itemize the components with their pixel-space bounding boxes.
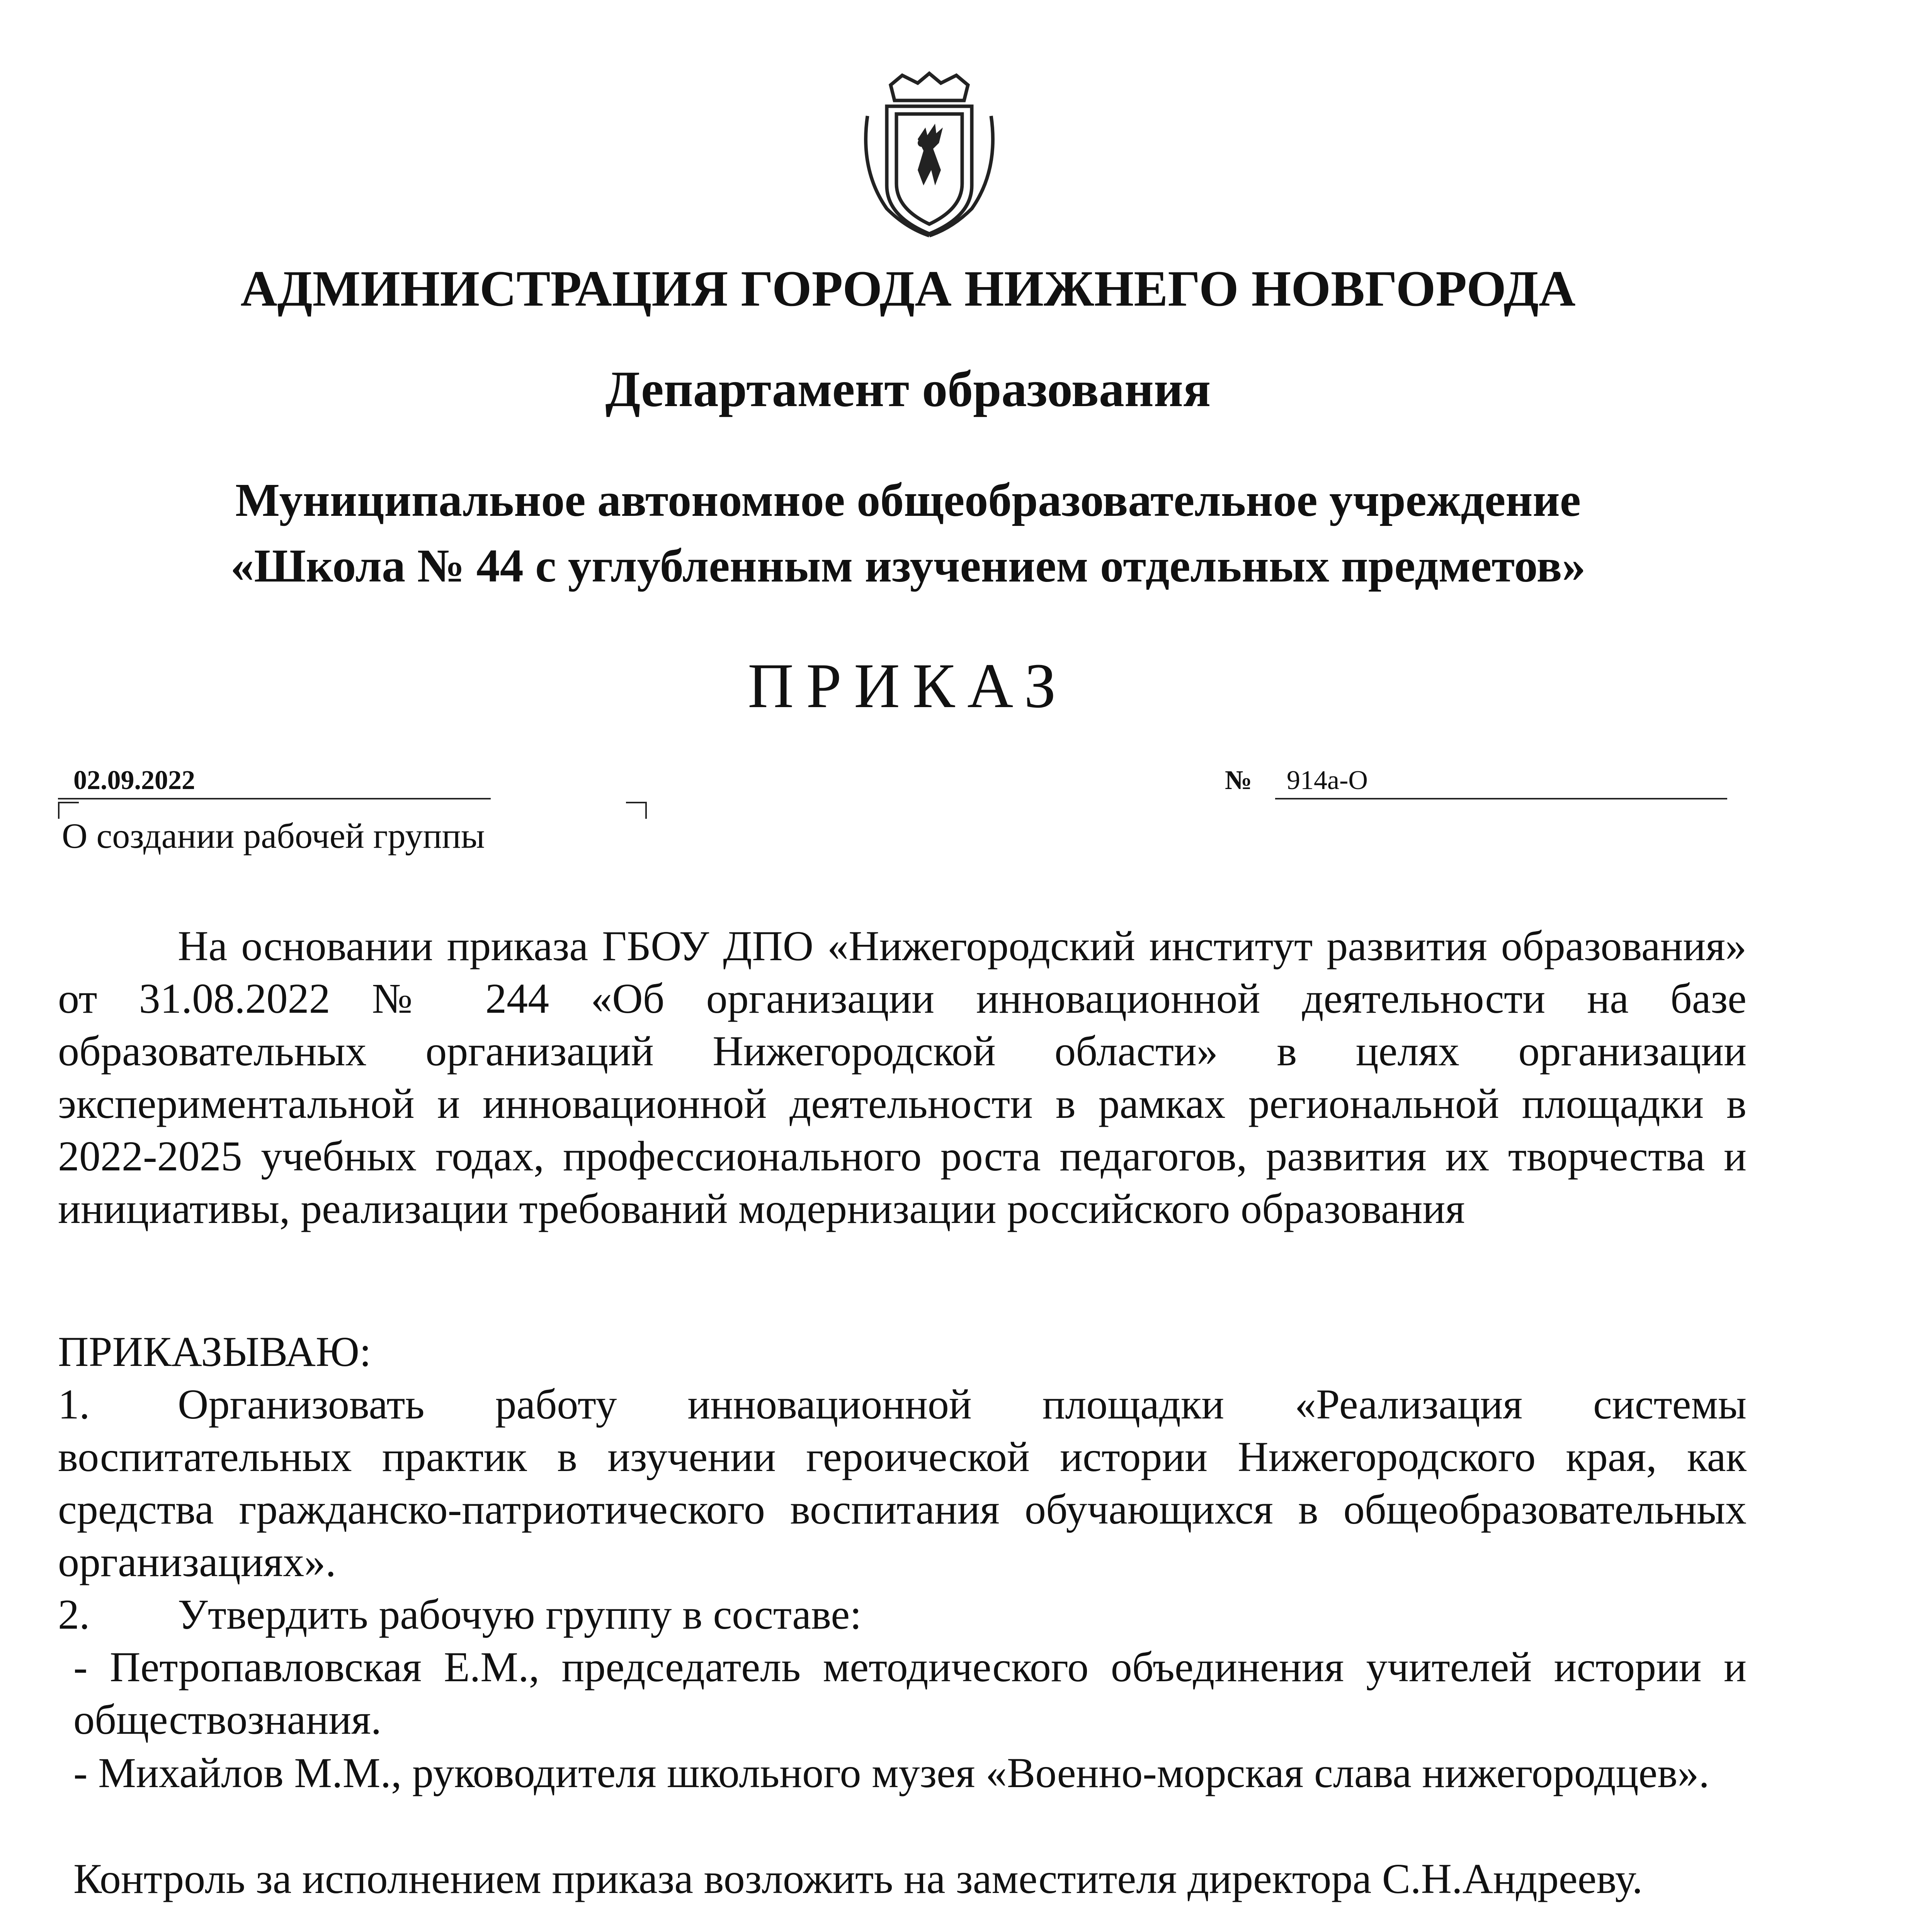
item-2-number: 2. xyxy=(58,1591,90,1638)
item-1-number: 1. xyxy=(58,1381,90,1428)
item-1-text: Организовать работу инновационной площадки «Реализация системы воспитательных практик в изучении героической истории Нижегородского края, как средства гражданско-патриотического воспитания обучающихся в общеобразовательных организациях». xyxy=(58,1381,1747,1585)
department-title: Департамент образования xyxy=(605,361,1211,417)
order-number-prefix: № xyxy=(1225,765,1252,795)
number-underline xyxy=(1275,798,1727,799)
city-coat-of-arms-icon xyxy=(844,70,1014,240)
preamble-paragraph: На основании приказа ГБОУ ДПО «Нижегородский институт развития образования» от 31.08.2022 № 244 «Об организации инновационной деятельности на базе образовательных организаций Нижегородской области» в целях организации экспериментальной и инновационной деятельности в рамках региональной площадки в 2022-2025 учебных годах, профессионального роста педагогов, развития их творчества и инициативы, реализации требований модернизации российского образования xyxy=(58,922,1747,1232)
administration-title: АДМИНИСТРАЦИЯ ГОРОДА НИЖНЕГО НОВГОРОДА xyxy=(240,260,1576,317)
institution-line-1: Муниципальное автономное общеобразовательное учреждение xyxy=(235,474,1581,526)
bracket-right xyxy=(626,802,647,819)
date-underline xyxy=(58,798,491,799)
order-number: 914а-О xyxy=(1287,765,1368,795)
institution-title xyxy=(0,468,1816,599)
order-subject: О создании рабочей группы xyxy=(62,816,485,855)
document-type: ПРИКАЗ xyxy=(748,650,1068,721)
order-date: 02.09.2022 xyxy=(73,765,195,795)
order-word: ПРИКАЗЫВАЮ: xyxy=(58,1328,371,1375)
control-paragraph: Контроль за исполнением приказа возложить на заместителя директора С.Н.Андрееву. xyxy=(73,1855,1643,1902)
order-item-2 xyxy=(58,1588,1747,1641)
institution-line-2: «Школа № 44 с углубленным изучением отдельных предметов» xyxy=(230,540,1586,592)
item-2-text: Утвердить рабочую группу в составе: xyxy=(178,1591,862,1638)
member-2: - Михайлов М.М., руководителя школьного музея «Военно-морская слава нижегородцев». xyxy=(73,1749,1709,1796)
order-item-1 xyxy=(58,1378,1747,1588)
member-1: - Петропавловская Е.М., председатель методического объединения учителей истории и обществознания. xyxy=(73,1643,1747,1743)
